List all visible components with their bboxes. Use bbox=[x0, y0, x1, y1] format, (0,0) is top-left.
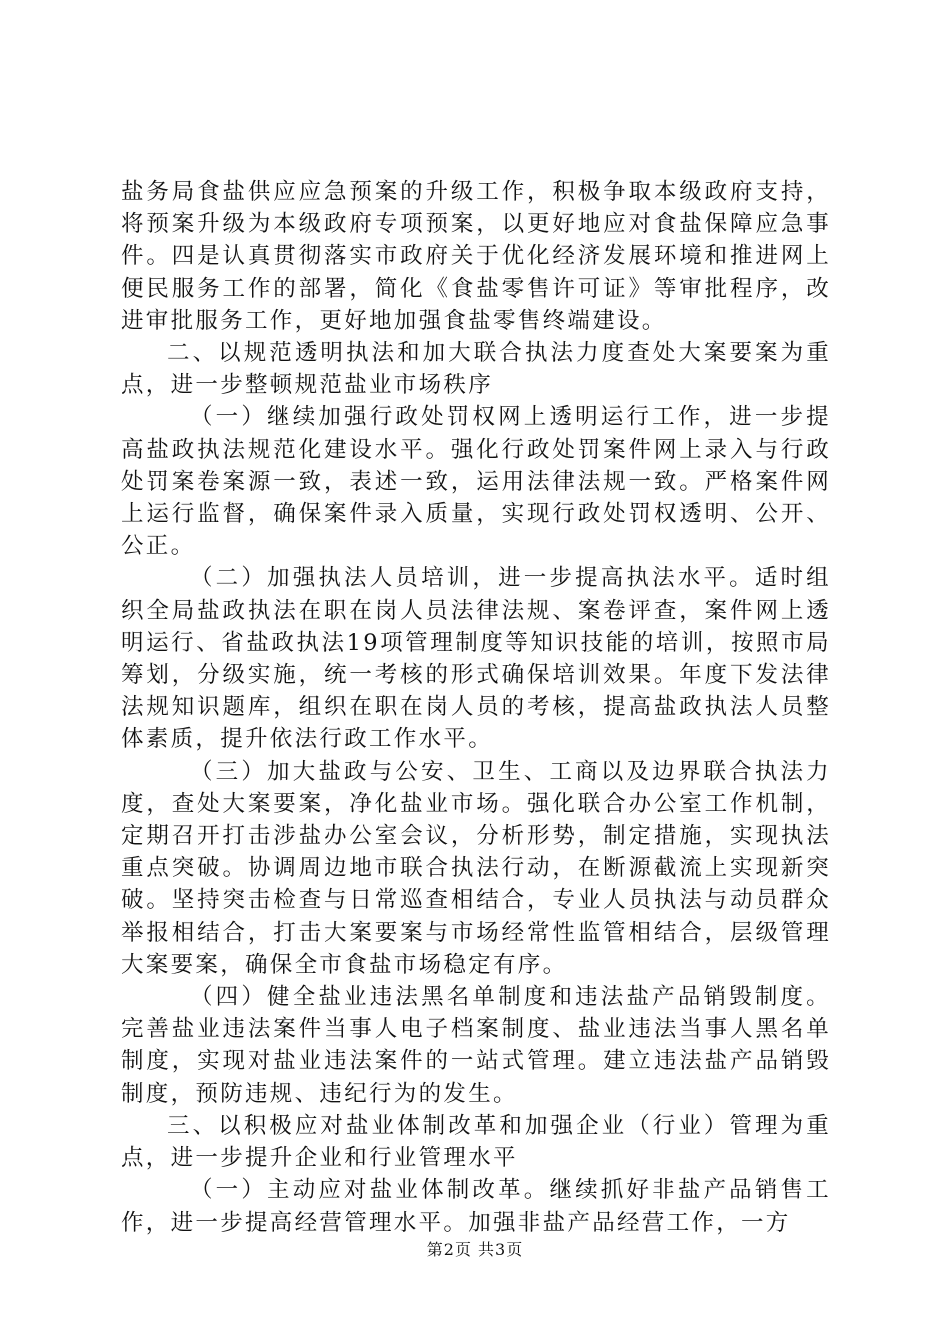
paragraph-3-1: （一）主动应对盐业体制改革。继续抓好非盐产品销售工作，进一步提高经营管理水平。加强非盐产品经营工作，一方 bbox=[121, 1177, 831, 1236]
page-number: 第2页 共3页 bbox=[426, 1240, 524, 1259]
section-heading-3: 三、以积极应对盐业体制改革和加强企业（行业）管理为重点，进一步提升企业和行业管理水平 bbox=[121, 1112, 831, 1172]
paragraph-2-2: （二）加强执法人员培训，进一步提高执法水平。适时组织全局盐政执法在职在岗人员法律法规、案卷评查，案件网上透明运行、省盐政执法19项管理制度等知识技能的培训，按照市局筹划，分级实施，统一考核的形式确保培训效果。年度下发法律法规知识题库，组织在职在岗人员的考核，提高盐政执法人员整体素质，提升依法行政工作水平。 bbox=[121, 565, 831, 753]
document-body bbox=[121, 176, 831, 1239]
paragraph-2-1: （一）继续加强行政处罚权网上透明运行工作，进一步提高盐政执法规范化建设水平。强化行政处罚案件网上录入与行政处罚案卷案源一致，表述一致，运用法律法规一致。严格案件网上运行监督，确保案件录入质量，实现行政处罚权透明、公开、公正。 bbox=[121, 404, 831, 560]
section-heading-2: 二、以规范透明执法和加大联合执法力度查处大案要案为重点，进一步整顿规范盐业市场秩序 bbox=[121, 340, 831, 399]
paragraph-2-3: （三）加大盐政与公安、卫生、工商以及边界联合执法力度，查处大案要案，净化盐业市场。强化联合办公室工作机制，定期召开打击涉盐办公室会议，分析形势，制定措施，实现执法重点突破。协调周边地市联合执法行动，在断源截流上实现新突破。坚持突击检查与日常巡查相结合，专业人员执法与动员群众举报相结合，打击大案要案与市场经常性监管相结合，层级管理大案要案，确保全市食盐市场稳定有序。 bbox=[121, 758, 831, 978]
paragraph-continuation: 盐务局食盐供应应急预案的升级工作，积极争取本级政府支持，将预案升级为本级政府专项预案，以更好地应对食盐保障应急事件。四是认真贯彻落实市政府关于优化经济发展环境和推进网上便民服务工作的部署，简化《食盐零售许可证》等审批程序，改进审批服务工作，更好地加强食盐零售终端建设。 bbox=[121, 179, 831, 334]
paragraph-2-4: （四）健全盐业违法黑名单制度和违法盐产品销毁制度。完善盐业违法案件当事人电子档案制度、盐业违法当事人黑名单制度，实现对盐业违法案件的一站式管理。建立违法盐产品销毁制度，预防违规、违纪行为的发生。 bbox=[121, 984, 831, 1107]
